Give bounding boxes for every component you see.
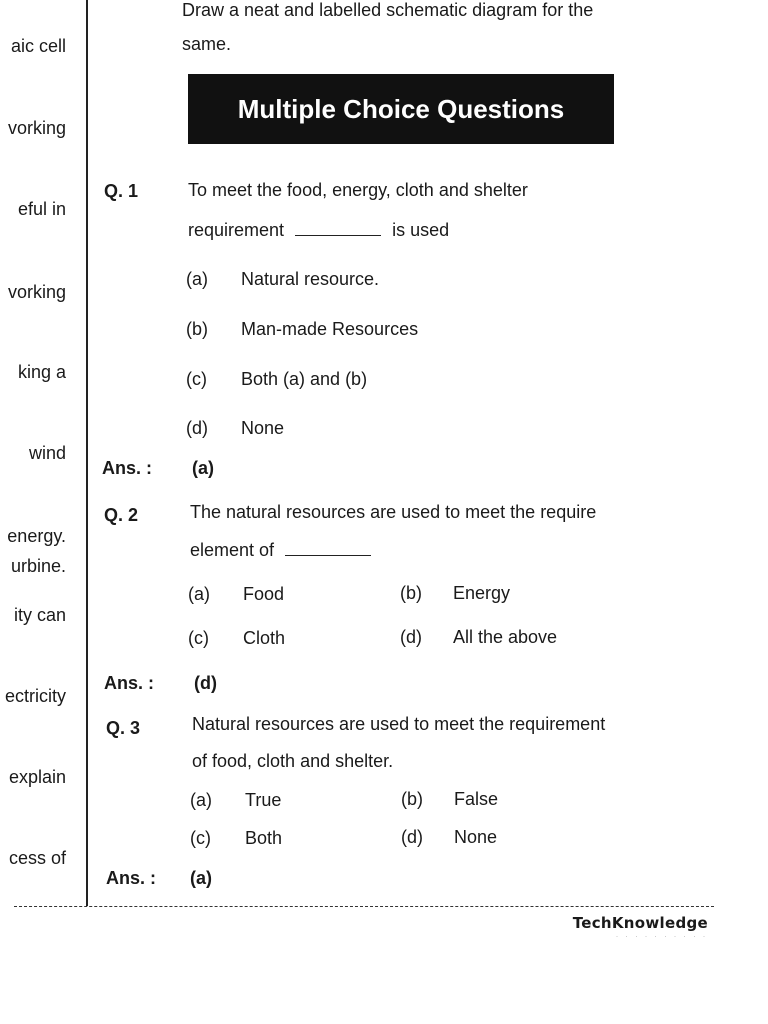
option-d-label: (d): [186, 418, 208, 438]
left-fragment: energy.: [7, 526, 66, 546]
question-text-pre: element of: [190, 540, 275, 560]
answer-blank: [295, 221, 381, 236]
brand-tagline-mark: · · · · · · · · · ·: [616, 934, 708, 940]
option-c-text: Both: [245, 828, 283, 848]
question-text-pre: requirement: [188, 220, 285, 240]
left-fragment: explain: [8, 767, 66, 787]
column-divider: [86, 0, 88, 906]
option-b-label: (b): [400, 583, 422, 603]
question-text-post: is used: [392, 220, 450, 240]
intro-line-1: Draw a neat and labelled schematic diagram for the: [182, 0, 594, 20]
question-number: Q. 3: [106, 718, 141, 738]
question-text-line-2: [190, 540, 371, 561]
left-fragment: ectricity: [4, 686, 66, 706]
question-text-line-1: The natural resources are used to meet the require: [190, 502, 597, 522]
left-fragment: ity can: [13, 605, 66, 625]
option-b-label: (b): [186, 319, 208, 339]
option-b-label: (b): [401, 789, 423, 809]
option-c-text: Cloth: [243, 628, 286, 648]
option-d-text: All the above: [453, 627, 558, 647]
question-text-line-2: [188, 220, 449, 241]
question-number: Q. 1: [104, 181, 139, 201]
question-number: Q. 2: [104, 505, 139, 525]
brand-logo: TechKnowledge: [572, 914, 708, 932]
option-a-label: (a): [188, 584, 210, 604]
answer-value: (d): [194, 673, 217, 693]
option-b-text: False: [454, 789, 499, 809]
question-text-line-1: Natural resources are used to meet the requirement: [192, 714, 606, 734]
answer-label: Ans. :: [106, 868, 157, 888]
option-b-text: Man-made Resources: [241, 319, 419, 339]
option-c-label: (c): [186, 369, 207, 389]
left-fragment: cess of: [8, 848, 66, 868]
section-title-banner: [188, 74, 614, 144]
option-a-text: Natural resource.: [241, 269, 380, 289]
option-c-label: (c): [190, 828, 211, 848]
section-title: Multiple Choice Questions: [237, 93, 565, 124]
option-c-label: (c): [188, 628, 209, 648]
left-fragment: eful in: [17, 199, 66, 219]
answer-label: Ans. :: [102, 458, 153, 478]
left-fragment: aic cell: [10, 36, 66, 56]
answer-value: (a): [190, 868, 212, 888]
left-fragment: king a: [17, 362, 66, 382]
footer-rule: [14, 906, 714, 907]
option-b-text: Energy: [453, 583, 511, 603]
left-fragment: wind: [28, 443, 66, 463]
option-a-label: (a): [190, 790, 212, 810]
answer-blank: [285, 541, 371, 556]
left-fragment: urbine.: [10, 556, 66, 576]
option-d-text: None: [241, 418, 285, 438]
option-a-label: (a): [186, 269, 208, 289]
intro-line-2: same.: [182, 34, 232, 54]
question-text-line-2: of food, cloth and shelter.: [192, 751, 394, 771]
option-a-text: Food: [243, 584, 285, 604]
left-fragment: vorking: [7, 282, 66, 302]
option-c-text: Both (a) and (b): [241, 369, 368, 389]
option-a-text: True: [245, 790, 282, 810]
option-d-text: None: [454, 827, 498, 847]
left-fragment: vorking: [7, 118, 66, 138]
left-column-fragments: [0, 0, 70, 900]
answer-value: (a): [192, 458, 214, 478]
answer-label: Ans. :: [104, 673, 155, 693]
option-d-label: (d): [400, 627, 422, 647]
option-d-label: (d): [401, 827, 423, 847]
question-text-line-1: To meet the food, energy, cloth and shelter: [188, 180, 528, 200]
